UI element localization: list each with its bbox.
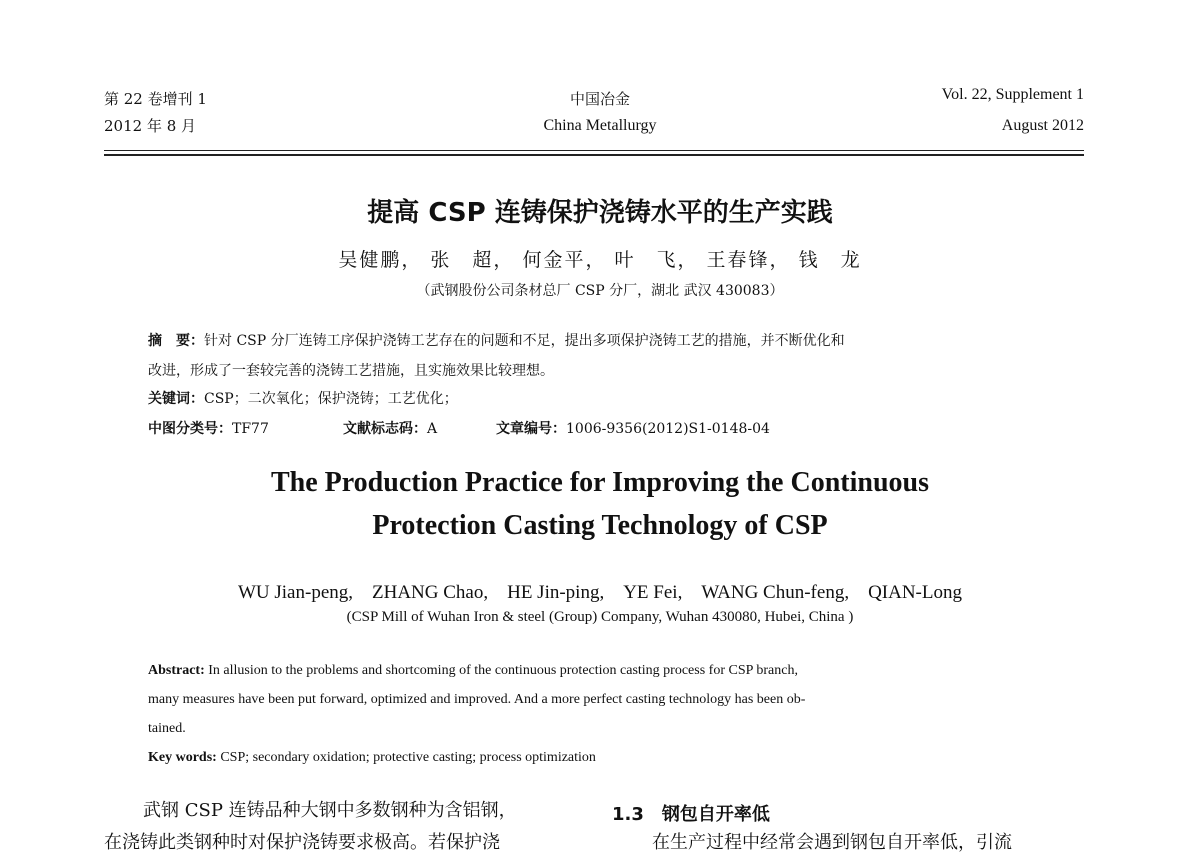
clc-label: 中图分类号： bbox=[148, 421, 232, 437]
keywords-en: CSP; secondary oxidation; protective casting; process optimization bbox=[216, 750, 596, 765]
abstract-cn-line1 bbox=[148, 331, 845, 351]
header-volume: 第 22 卷增刊 1 bbox=[104, 90, 207, 108]
paper-title-cn: 提高 CSP 连铸保护浇铸水平的生产实践 bbox=[367, 198, 833, 228]
keywords-en-line bbox=[148, 748, 596, 768]
abstract-en-label: Abstract: bbox=[148, 663, 205, 678]
header-date-en: August 2012 bbox=[1001, 117, 1084, 134]
authors-en: WU Jian-peng, ZHANG Chao, HE Jin-ping, YE Fei, WANG Chun-feng, QIAN-Long bbox=[237, 582, 962, 603]
abstract-en-line1 bbox=[148, 661, 798, 681]
keywords-en-label: Key words: bbox=[148, 750, 217, 765]
keywords-cn-line bbox=[148, 389, 458, 409]
header-date-cn: 2012 年 8 月 bbox=[104, 117, 197, 135]
abstract-en-text1: In allusion to the problems and shortcoming of the continuous protection casting process for CSP branch, bbox=[204, 663, 798, 678]
header-journal-cn: 中国冶金 bbox=[569, 90, 630, 108]
body-left-line2: 在浇铸此类钢种时对保护浇铸要求极高。若保护浇 bbox=[104, 832, 500, 853]
body-right-line1: 在生产过程中经常会遇到钢包自开率低，引流 bbox=[652, 832, 1012, 853]
affiliation-cn: （武钢股份公司条材总厂 CSP 分厂，湖北 武汉 430083） bbox=[416, 283, 784, 299]
header-rule-thick bbox=[104, 154, 1084, 156]
doc-code-label: 文献标志码： bbox=[343, 421, 427, 437]
doc-code-line bbox=[343, 419, 437, 439]
clc-value: TF77 bbox=[232, 421, 269, 437]
abstract-cn-text2: 改进，形成了一套较完善的浇铸工艺措施，且实施效果比较理想。 bbox=[148, 363, 554, 379]
affiliation-en: (CSP Mill of Wuhan Iron & steel (Group) Company, Wuhan 430080, Hubei, China ) bbox=[346, 609, 854, 625]
header-journal-en: China Metallurgy bbox=[543, 117, 657, 134]
article-no-line bbox=[496, 419, 770, 439]
header-volume-en: Vol. 22, Supplement 1 bbox=[941, 86, 1084, 103]
paper-title-en-line1: The Production Practice for Improving the Continuous bbox=[270, 467, 929, 498]
keywords-cn-label: 关键词： bbox=[148, 391, 204, 407]
abstract-cn-text1: 针对 CSP 分厂连铸工序保护浇铸工艺存在的问题和不足，提出多项保护浇铸工艺的措施，并不断优化和 bbox=[204, 333, 845, 349]
doc-code-value: A bbox=[427, 421, 438, 437]
abstract-en-text3: tained. bbox=[148, 721, 186, 736]
keywords-cn: CSP；二次氧化；保护浇铸；工艺优化； bbox=[204, 391, 458, 407]
abstract-en-text2: many measures have been put forward, optimized and improved. And a more perfect casting technology has been ob- bbox=[148, 692, 806, 707]
body-left-line1: 武钢 CSP 连铸品种大钢中多数钢种为含铝钢， bbox=[143, 800, 517, 821]
abstract-cn-label: 摘 要： bbox=[148, 333, 204, 349]
paper-title-en-line2: Protection Casting Technology of CSP bbox=[372, 510, 828, 541]
article-no-value: 1006-9356(2012)S1-0148-04 bbox=[566, 421, 770, 437]
classification-line bbox=[148, 419, 269, 439]
authors-cn: 吴健鹏， 张 超， 何金平， 叶 飞， 王春锋， 钱 龙 bbox=[338, 249, 862, 271]
header-rule-thin bbox=[104, 150, 1084, 151]
article-no-label: 文章编号： bbox=[496, 421, 566, 437]
section-heading-1-3: 1.3 钢包自开率低 bbox=[612, 804, 770, 825]
